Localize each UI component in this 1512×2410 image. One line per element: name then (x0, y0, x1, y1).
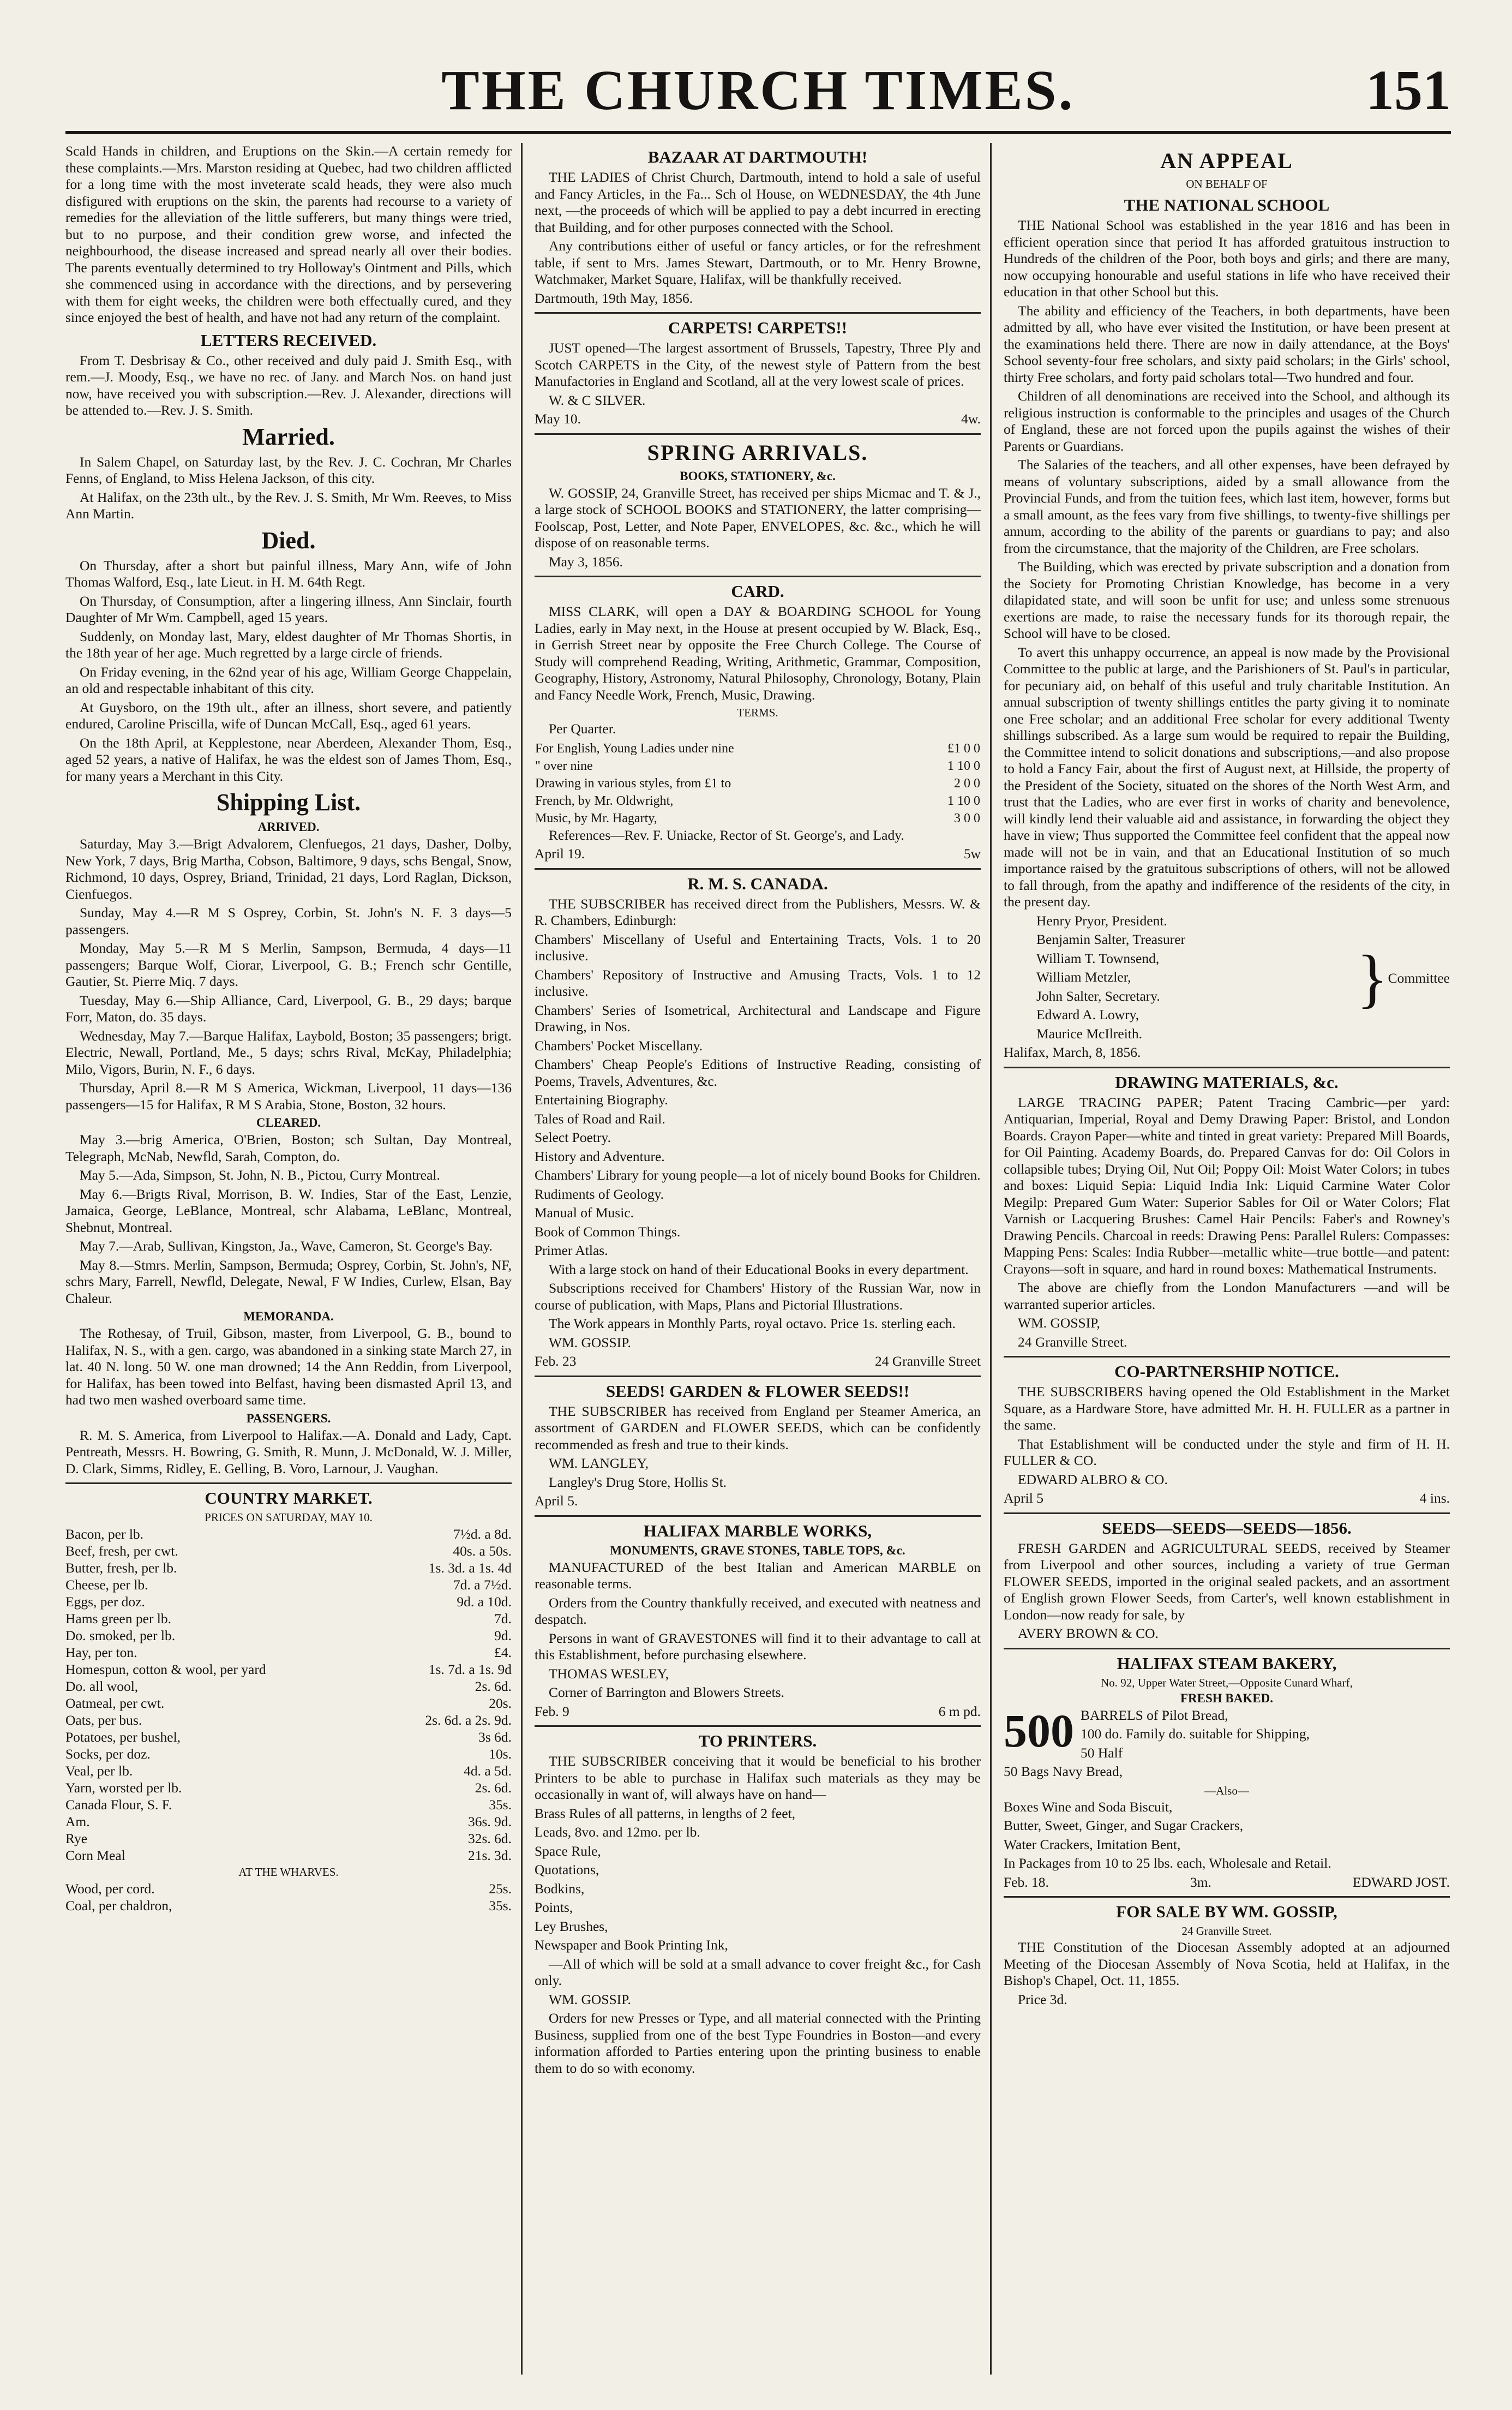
market-row-price: £4. (494, 1644, 512, 1660)
marble-heading: HALIFAX MARBLE WORKS, (643, 1521, 872, 1540)
cleared-entry: May 8.—Stmrs. Merlin, Sampson, Bermuda; Osprey, Corbin, St. John's, NF, schrs Mary, Farrell, Newfld, Delegate, Newal, F W Indies, Curlew, Elsan, Bay Chaleur. (65, 1257, 512, 1306)
copartnership-body: That Establishment will be conducted under the style and firm of H. H. FULLER & CO. (1004, 1436, 1450, 1468)
fee-row-item: For English, Young Ladies under nine (535, 741, 734, 756)
rms-intro: THE SUBSCRIBER has received direct from the Publishers, Messrs. W. & R. Chambers, Edinburgh: (535, 895, 981, 928)
market-row-item: Rye (65, 1831, 88, 1846)
drawing-body: The above are chiefly from the London Manufacturers —and will be warranted superior articles. (1004, 1279, 1450, 1312)
card-dateline (535, 846, 981, 863)
market-row-price: 9d. a 10d. (457, 1594, 512, 1610)
market-row-item: Beef, fresh, per cwt. (65, 1543, 178, 1559)
rms-book-item: Chambers' Series of Isometrical, Architectural and Landscape and Figure Drawing, in Nos. (535, 1002, 981, 1034)
died-entry: On Thursday, after a short but painful illness, Mary Ann, wife of John Thomas Walford, Esq., late Lieut. in H. M. 64th Regt. (65, 557, 512, 590)
sale-heading: FOR SALE BY WM. GOSSIP, (1116, 1902, 1337, 1921)
market-row-price: 36s. 9d. (467, 1814, 512, 1829)
separator (535, 312, 981, 314)
market-row-item: Do. smoked, per lb. (65, 1628, 176, 1643)
terms-heading: TERMS. (737, 706, 778, 719)
seeds-address: Langley's Drug Store, Hollis St. (549, 1474, 727, 1490)
bakery-line: 100 do. Family do. suitable for Shipping, (1081, 1726, 1310, 1742)
printers-item: Space Rule, (535, 1843, 601, 1859)
rms-book-item: Tales of Road and Rail. (535, 1110, 665, 1127)
market-row-price: 1s. 7d. a 1s. 9d (428, 1661, 512, 1677)
market-row-price: 21s. 3d. (467, 1847, 512, 1863)
appeal-signatories (1004, 913, 1450, 1045)
market-row-price: 10s. (489, 1746, 512, 1762)
bakery-line: 50 Half (1081, 1744, 1123, 1761)
arrived-entry: Saturday, May 3.—Brigt Advalorem, Clenfuegos, 21 days, Dasher, Dolby, New York, 7 days, Brig Martha, Cobson, Baltimore, 9 days, schs Bengal, Snow, Richmond, 10 days, Osprey, Briand, Trinidad, 21 days, Lord Raglan, Dickson, Cienfuegos. (65, 836, 512, 902)
wharves-heading: AT THE WHARVES. (238, 1865, 339, 1879)
copartnership-body: THE SUBSCRIBERS having opened the Old Establishment in the Market Square, as a Hardware Store, have admitted Mr. H. H. FULLER as a partner in the same. (1004, 1384, 1450, 1433)
rms-signature: WM. GOSSIP. (549, 1334, 631, 1350)
carpets-heading: CARPETS! CARPETS!! (668, 318, 848, 337)
fee-row (535, 792, 981, 810)
bakery-line: Butter, Sweet, Ginger, and Sugar Crackers, (1004, 1817, 1244, 1833)
wharf-row-item: Coal, per chaldron, (65, 1898, 172, 1913)
rms-body: With a large stock on hand of their Educational Books in every department. (549, 1261, 969, 1277)
rms-body: Subscriptions received for Chambers' History of the Russian War, now in course of publication, with Maps, Plans and Pictorial Illustrations. (535, 1280, 981, 1313)
market-row-item: Canada Flour, S. F. (65, 1797, 172, 1813)
column-1 (65, 143, 512, 2375)
fee-row-price: £1 0 0 (947, 741, 980, 756)
fee-row (535, 757, 981, 775)
rms-heading: R. M. S. CANADA. (687, 874, 828, 893)
masthead (65, 48, 1451, 130)
copartnership-signature: EDWARD ALBRO & CO. (1018, 1471, 1168, 1487)
died-heading: Died. (261, 527, 316, 554)
cleared-entry: May 7.—Arab, Sullivan, Kingston, Ja., Wave, Cameron, St. George's Bay. (80, 1238, 493, 1254)
separator (535, 868, 981, 870)
market-row-item: Oats, per bus. (65, 1712, 142, 1728)
market-row-price: 9d. (494, 1628, 512, 1643)
wharf-row-item: Wood, per cord. (65, 1881, 155, 1897)
market-row (65, 1644, 512, 1661)
wharf-row (65, 1880, 512, 1897)
married-heading: Married. (242, 423, 335, 450)
card-body: MISS CLARK, will open a DAY & BOARDING SCHOOL for Young Ladies, early in May next, in the House at present occupied by W. Black, Esq., in Gerrish Street near by opposite the Free Church College. The Course of Study will comprehend Reading, Writing, Arithmetic, Grammar, Composition, Geography, History, Astronomy, Natural Philosophy, Chronology, Botany, Plain and Fancy Needle Work, French, Music, Drawing. (535, 603, 981, 703)
bazaar-body: Any contributions either of useful or fancy articles, or for the refreshment table, if sent to Mrs. James Stewart, Dartmouth, or to Mr. Henry Browne, Watchmaker, Market Square, Halifax, will be thankfully received. (535, 238, 981, 287)
wharf-row-price: 25s. (489, 1881, 512, 1897)
market-row-item: Bacon, per lb. (65, 1526, 144, 1542)
committee-label: Committee (1388, 970, 1450, 986)
market-row-price: 40s. a 50s. (453, 1543, 512, 1559)
bazaar-body: THE LADIES of Christ Church, Dartmouth, intend to hold a sale of useful and Fancy Articles, in the Fa... Sch ol House, on WEDNESDAY, the 4th June next, —the proceeds of which will be applied to pay a debt incurred in erecting that Building, and for other purposes connected with the School. (535, 169, 981, 235)
marble-date: Feb. 9 (535, 1703, 569, 1719)
sale-price: Price 3d. (1018, 1991, 1067, 2007)
seeds-1856-heading: SEEDS—SEEDS—SEEDS—1856. (1102, 1518, 1352, 1538)
separator (65, 1482, 512, 1484)
market-row-item: Butter, fresh, per lb. (65, 1560, 177, 1576)
rms-dateline (535, 1353, 981, 1370)
fee-row-price: 1 10 0 (947, 793, 980, 808)
committee-brace: } (1357, 942, 1388, 1015)
seeds-1856-signature: AVERY BROWN & CO. (1018, 1625, 1159, 1641)
bakery-line: In Packages from 10 to 25 lbs. each, Wholesale and Retail. (1004, 1855, 1331, 1871)
market-row (65, 1762, 512, 1779)
fee-row-item: Drawing in various styles, from £1 to (535, 776, 731, 791)
market-row-item: Socks, per doz. (65, 1746, 151, 1762)
marble-signature: THOMAS WESLEY, (549, 1665, 669, 1682)
bakery-date: Feb. 18. (1004, 1874, 1049, 1890)
separator (1004, 1896, 1450, 1898)
died-entry: On Friday evening, in the 62nd year of his age, William George Chappelain, an old and respectable inhabitant of this city. (65, 663, 512, 696)
market-row-item: Hams green per lb. (65, 1611, 172, 1626)
copartnership-heading: CO-PARTNERSHIP NOTICE. (1114, 1362, 1339, 1381)
bakery-quantity: 500 (1004, 1704, 1074, 1757)
market-row-item: Veal, per lb. (65, 1763, 133, 1779)
arrived-entry: Thursday, April 8.—R M S America, Wickman, Liverpool, 11 days—136 passengers—15 for Halifax, R M S Arabia, Stone, Boston, 32 hours. (65, 1080, 512, 1113)
column-divider (990, 143, 992, 2375)
committee-member: William Metzler, (1036, 969, 1131, 985)
terms-table (535, 740, 981, 827)
page-number: 151 (1366, 59, 1451, 122)
market-row (65, 1813, 512, 1830)
bakery-lines-2 (1004, 1799, 1450, 1872)
market-row (65, 1661, 512, 1678)
sale-body: THE Constitution of the Diocesan Assembly adopted at an adjourned Meeting of the Diocesan Assembly of Nova Scotia, held at Halifax, in the Bishop's Chapel, Oct. 11, 1855. (1004, 1939, 1450, 1988)
appeal-paragraph: The ability and efficiency of the Teachers, in both departments, have been admitted by all, who have ever visited the Institution, or have been present at the examinations held there. There are now in daily attendance, at the Boys' School seventy-four free scholars, and sixty paid scholars; in the Girls' school, thirty Free scholars, and forty paid scholars total—Two hundred and four. (1004, 302, 1450, 385)
printers-signature: WM. GOSSIP. (549, 1991, 631, 2007)
appeal-paragraph: To avert this unhappy occurrence, an appeal is now made by the Provisional Committee to the public at large, and the Parishioners of St. Paul's in particular, for pecuniary aid, on behalf of this useful and truly charitable Institution. An annual subscription of twenty shillings entitles the party giving it to nominate one Free scholar; and an additional Free scholar for every additional Twenty shillings subscribed. As a large sum would be required to repair the Building, the Committee intend to solicit donations and subscriptions,—and also propose to hold a Fancy Fair, about the first of August next, at Hillside, the property of the President of the Society, situated on the shores of the North West Arm, and trust that the Ladies, who are ever first in works of charity and benevolence, will kindly lend their valuable aid and assistance, in forwarding the object they have in view; Thus supported the Committee feel confident that the appeal now made will not be in vain, and that an Educational Institution of so much importance raised by the gratuitous subscriptions of others, will not be allowed to fall through, from the apathy and indifference of the residents of the city, in the present day. (1004, 644, 1450, 910)
printers-item: Bodkins, (535, 1880, 585, 1897)
appeal-paragraph: The Salaries of the teachers, and all other expenses, have been defrayed by means of voluntary subscriptions, aided by a small allowance from the Provincial Funds, and from the tuition fees, which last item, however, forms but a small amount, as the fees vary from five shillings, to twenty-five shillings per annum, according to the ability of the parents or guardians to pay; and also from the circumstance, that the majority of the Children, are Free scholars. (1004, 457, 1450, 556)
drawing-heading: DRAWING MATERIALS, &c. (1115, 1072, 1339, 1092)
rms-date: Feb. 23 (535, 1353, 577, 1369)
newspaper-title: THE CHURCH TIMES. (441, 59, 1075, 122)
market-row-price: 7d. a 7½d. (453, 1577, 512, 1593)
marble-subheading: MONUMENTS, GRAVE STONES, TABLE TOPS, &c. (610, 1543, 905, 1557)
market-row-item: Homespun, cotton & wool, per yard (65, 1661, 266, 1677)
separator (1004, 1648, 1450, 1649)
rms-book-item: Book of Common Things. (535, 1223, 681, 1240)
carpets-dateline (535, 411, 981, 428)
printers-list (535, 1805, 981, 1954)
market-row (65, 1830, 512, 1847)
printers-item: Points, (535, 1899, 573, 1915)
column-3 (1004, 143, 1450, 2375)
market-row-price: 1s. 3d. a 1s. 4d (428, 1560, 512, 1576)
rms-book-item: Chambers' Pocket Miscellany. (535, 1037, 703, 1054)
market-row (65, 1678, 512, 1695)
spring-body: W. GOSSIP, 24, Granville Street, has received per ships Micmac and T. & J., a large stock of SCHOOL BOOKS and STATIONERY, the latter comprising—Foolscap, Post, Letter, and Note Paper, ENVELOPES, &c. &c., which he will dispose of on reasonable terms. (535, 485, 981, 551)
terms-column-label: Per Quarter. (549, 721, 616, 737)
copartnership-date: April 5 (1004, 1490, 1043, 1506)
fee-row-price: 3 0 0 (954, 811, 980, 826)
carpets-signature: W. & C SILVER. (549, 392, 646, 408)
cleared-heading: CLEARED. (256, 1116, 321, 1129)
card-references: References—Rev. F. Uniacke, Rector of St. George's, and Lady. (549, 827, 904, 843)
cleared-entry: May 6.—Brigts Rival, Morrison, B. W. Indies, Star of the East, Lenzie, Jamaica, George, LeBlance, Montreal, schr Alabama, LeBlanc, Montreal, Shebnut, Montreal. (65, 1186, 512, 1235)
market-row-price: 32s. 6d. (467, 1831, 512, 1846)
married-entry: In Salem Chapel, on Saturday last, by the Rev. J. C. Cochran, Mr Charles Fenns, of England, to Miss Helena Jackson, of this city. (65, 453, 512, 486)
printers-item: Ley Brushes, (535, 1918, 608, 1934)
appeal-name-list (1004, 913, 1357, 1045)
holloway-notice: Scald Hands in children, and Eruptions on the Skin.—A certain remedy for these complaints.—Mrs. Marston residing at Quebec, had two children afflicted for a long time with the most inveterate scald heads, they were also much disfigured with eruptions on the skin, the parents had recourse to a variety of remedies for the alleviation of the little sufferers, but many things were tried, but to no purpose, and their condition grew worse, and infected the neighbourhood, the disease increased and spread nearly all over their bodies. The parents eventually determined to try Holloway's Ointment and Pills, which she commenced using in accordance with the directions, and by persevering with them for eight weeks, the children were both effectually cured, and they since enjoyed the best of health, and have not had any return of the complaint. (65, 143, 512, 325)
bakery-term: 3m. (1190, 1874, 1211, 1890)
bakery-heading: HALIFAX STEAM BAKERY, (1117, 1653, 1337, 1673)
drawing-address: 24 Granville Street. (1018, 1333, 1127, 1350)
rms-book-list (535, 931, 981, 1259)
rms-book-item: Chambers' Cheap People's Editions of Instructive Reading, consisting of Poems, Travels, Adventures, &c. (535, 1056, 981, 1089)
market-row (65, 1559, 512, 1576)
market-row (65, 1745, 512, 1762)
rms-book-item: Entertaining Biography. (535, 1092, 668, 1108)
wharf-row-price: 35s. (489, 1898, 512, 1913)
appeal-date: Halifax, March, 8, 1856. (1004, 1044, 1141, 1060)
appeal-paragraph: THE National School was established in the year 1816 and has been in efficient operation since that period It has afforded gratuitous instruction to Hundreds of the children of the Poor, both boys and girls; and there are many, now occupying honourable and useful stations in life who have received their education in that other School but this. (1004, 217, 1450, 300)
market-row-price: 35s. (489, 1797, 512, 1813)
bazaar-date: Dartmouth, 19th May, 1856. (535, 290, 693, 306)
market-row-item: Am. (65, 1814, 90, 1829)
bakery-subheading: FRESH BAKED. (1180, 1691, 1273, 1705)
market-row (65, 1627, 512, 1644)
sale-subheading: 24 Granville Street. (1181, 1924, 1272, 1937)
market-row-item: Corn Meal (65, 1847, 125, 1863)
card-date: April 19. (535, 846, 585, 862)
market-row-item: Yarn, worsted per lb. (65, 1780, 182, 1796)
printers-body: Orders for new Presses or Type, and all material connected with the Printing Business, supplied from one of the best Type Foundries in Boston—and every information afforded to Parties entering upon the printing business to enable them to do so with economy. (535, 2010, 981, 2076)
fee-row (535, 775, 981, 792)
committee-member: William T. Townsend, (1036, 950, 1160, 966)
died-entry: On the 18th April, at Kepplestone, near Aberdeen, Alexander Thom, Esq., aged 52 years, a native of Halifax, he was the eldest son of James Thom, Esq., for many years a Merchant in this City. (65, 734, 512, 784)
drawing-body: LARGE TRACING PAPER; Patent Tracing Cambric—per yard: Antiquarian, Imperial, Royal and Demy Drawing Paper: Bristol, and London Boards. Crayon Paper—white and tinted in great variety: Prepared Mill Boards, for Oil Painting. Academy Boards, do. Prepared Canvas for do: Oil Colors in collapsible tubes; Drying Oil, Nut Oil; Poppy Oil: Moist Water Colors; in tubes and boxes: Liquid Sepia: Liquid India Ink: Liquid Carmine Water Color Megilp: Prepared Gum Water: Superior Sables for Oil or Water Colors; Flat Varnish or Lacquering Brushes: Camel Hair Pencils: Faber's and Rowney's Drawing Pencils. Charcoal in reeds: Drawing Pens: Parallel Rulers: Compasses: Mapping Pens: Scales: India Rubber—metallic white—true bottle—and patent: Crayons—soft in square, and hard in round boxes: Mathematical Instruments. (1004, 1094, 1450, 1277)
bakery-line: 50 Bags Navy Bread, (1004, 1763, 1123, 1779)
committee-member: Maurice McIlreith. (1036, 1025, 1143, 1042)
arrived-entry: Sunday, May 4.—R M S Osprey, Corbin, St. John's N. F. 3 days—5 passengers. (65, 905, 512, 937)
separator (535, 433, 981, 435)
market-row (65, 1593, 512, 1610)
letters-body: From T. Desbrisay & Co., other received and duly paid J. Smith Esq., with rem.—J. Moody, Esq., we have no rec. of Jany. and March Nos. on hand just now, have received you with subscription.—Rev. J. Alexander, directions will be attended to.—Rev. J. S. Smith. (65, 352, 512, 418)
separator (535, 1515, 981, 1517)
committee-member: John Salter, Secretary. (1036, 988, 1160, 1004)
market-row-item: Oatmeal, per cwt. (65, 1695, 165, 1711)
fee-row-item: Music, by Mr. Hagarty, (535, 811, 657, 826)
market-row-price: 7½d. a 8d. (453, 1526, 512, 1542)
market-row-item: Cheese, per lb. (65, 1577, 148, 1593)
marble-term: 6 m pd. (938, 1703, 981, 1719)
copartnership-dateline (1004, 1490, 1450, 1507)
market-row-price: 2s. 6d. (475, 1678, 512, 1694)
printers-body: —All of which will be sold at a small advance to cover freight &c., for Cash only. (535, 1955, 981, 1988)
bakery-line: Water Crackers, Imitation Bent, (1004, 1836, 1181, 1852)
bakery-line: Boxes Wine and Soda Biscuit, (1004, 1798, 1173, 1815)
appeal-subheading: THE NATIONAL SCHOOL (1124, 195, 1330, 214)
market-row-price: 20s. (489, 1695, 512, 1711)
market-row-price: 2s. 6d. (475, 1780, 512, 1796)
separator (1004, 1512, 1450, 1514)
bakery-address: No. 92, Upper Water Street,—Opposite Cunard Wharf, (1101, 1676, 1353, 1689)
rms-book-item: Primer Atlas. (535, 1242, 608, 1258)
market-subheading: PRICES ON SATURDAY, MAY 10. (205, 1511, 373, 1524)
bazaar-heading: BAZAAR AT DARTMOUTH! (647, 147, 868, 166)
wharves-table (65, 1880, 512, 1914)
wharf-row (65, 1897, 512, 1914)
rms-book-item: Chambers' Repository of Instructive and Amusing Tracts, Vols. 1 to 12 inclusive. (535, 966, 981, 999)
memoranda-body: The Rothesay, of Truil, Gibson, master, from Liverpool, G. B., bound to Halifax, N. S., with a gen. cargo, was abandoned in a sinking state March 27, in lat. 40 N. long. 50 W. one man drowned; 14 the Ann Reddin, from Liverpool, for Halifax, has been towed into Belfast, having been dismasted April 13, and had two men washed overboard same time. (65, 1325, 512, 1408)
market-row (65, 1610, 512, 1627)
letters-heading: LETTERS RECEIVED. (200, 330, 377, 350)
card-term: 5w (963, 846, 981, 862)
arrived-entry: Wednesday, May 7.—Barque Halifax, Laybold, Boston; 35 passengers; brigt. Electric, Newall, Portland, Me., 5 days; schrs Rival, McKay, Philadelphia; Milo, Vigors, Burin, N. F., 6 days. (65, 1027, 512, 1077)
marble-body: MANUFACTURED of the best Italian and American MARBLE on reasonable terms. (535, 1559, 981, 1592)
seeds-1856-body: FRESH GARDEN and AGRICULTURAL SEEDS, received by Steamer from Liverpool and other sources, including a variety of true German FLOWER SEEDS, imported in the original sealed packets, and an assortment of English grown Flower Seeds, from Carter's, well known establishment in London—now ready for sale, by (1004, 1540, 1450, 1623)
marble-body: Persons in want of GRAVESTONES will find it to their advantage to call at this Establishment, before purchasing elsewhere. (535, 1630, 981, 1663)
market-table (65, 1526, 512, 1864)
market-row (65, 1576, 512, 1593)
carpets-body: JUST opened—The largest assortment of Brussels, Tapestry, Three Ply and Scotch CARPETS in the City, of the newest style of Pattern from the best Manufactories in England and Scotland, all at the very lowest scale of prices. (535, 340, 981, 389)
market-row (65, 1526, 512, 1542)
arrived-entry: Monday, May 5.—R M S Merlin, Sampson, Bermuda, 4 days—11 passengers; Barque Wolf, Ciorar, Liverpool, G. B.; French schr Gentille, Gautier, St. Pierre Miq. 7 days. (65, 940, 512, 989)
column-2 (535, 143, 981, 2375)
printers-item: Leads, 8vo. and 12mo. per lb. (535, 1824, 700, 1840)
passengers-heading: PASSENGERS. (246, 1411, 331, 1425)
rms-book-item: History and Adventure. (535, 1148, 665, 1164)
shipping-heading: Shipping List. (216, 789, 361, 816)
fee-row-item: French, by Mr. Oldwright, (535, 793, 674, 808)
fee-row-item: " over nine (535, 758, 593, 773)
fee-row (535, 740, 981, 757)
memoranda-heading: MEMORANDA. (243, 1309, 334, 1323)
married-entry: At Halifax, on the 23th ult., by the Rev. J. S. Smith, Mr Wm. Reeves, to Miss Ann Martin. (65, 489, 512, 522)
fee-row (535, 810, 981, 827)
printers-item: Brass Rules of all patterns, in lengths of 2 feet, (535, 1805, 796, 1821)
marble-body: Orders from the Country thankfully received, and executed with neatness and despatch. (535, 1594, 981, 1627)
marble-address: Corner of Barrington and Blowers Streets. (549, 1684, 784, 1700)
died-entry: On Thursday, of Consumption, after a lingering illness, Ann Sinclair, fourth Daughter of Mr Wm. Campbell, aged 15 years. (65, 593, 512, 625)
bakery-dateline (1004, 1874, 1450, 1891)
market-row-price: 2s. 6d. a 2s. 9d. (425, 1712, 512, 1728)
market-row-price: 3s 6d. (478, 1729, 512, 1745)
spring-subheading: BOOKS, STATIONERY, &c. (680, 469, 836, 483)
market-row (65, 1779, 512, 1796)
appeal-paragraph: The Building, which was erected by private subscription and a donation from the Society for Promoting Christian Knowledge, has become in a very dilapidated state, and will soon be unfit for use; and unless some strenuous exertions are made, to raise the necessary funds for its thorough repair, the School will have to be closed. (1004, 559, 1450, 641)
market-row (65, 1847, 512, 1864)
bakery-also: —Also— (1204, 1784, 1249, 1797)
committee-member: Henry Pryor, President. (1036, 912, 1167, 929)
arrived-heading: ARRIVED. (257, 820, 320, 834)
market-row (65, 1796, 512, 1813)
separator (1004, 1067, 1450, 1068)
market-row (65, 1695, 512, 1712)
appeal-subheading: ON BEHALF OF (1186, 177, 1268, 190)
fee-row-price: 2 0 0 (954, 776, 980, 791)
marble-dateline (535, 1703, 981, 1720)
market-row-item: Hay, per ton. (65, 1644, 137, 1660)
drawing-signature: WM. GOSSIP, (1018, 1315, 1100, 1331)
card-heading: CARD. (731, 582, 784, 601)
committee-member: Edward A. Lowry, (1036, 1007, 1139, 1022)
committee-member: Benjamin Salter, Treasurer (1036, 931, 1186, 947)
separator (535, 1376, 981, 1377)
bakery-line: BARRELS of Pilot Bread, (1081, 1707, 1228, 1723)
separator (535, 1725, 981, 1727)
market-row (65, 1729, 512, 1745)
market-row (65, 1712, 512, 1729)
rms-address: 24 Granville Street (874, 1353, 981, 1369)
cleared-entry: May 3.—brig America, O'Brien, Boston; sch Sultan, Day Montreal, Telegraph, McNab, Newfld, Sarah, Compton, do. (65, 1132, 512, 1164)
seeds-signature: WM. LANGLEY, (549, 1455, 649, 1471)
bakery-signature: EDWARD JOST. (1352, 1874, 1450, 1890)
passengers-body: R. M. S. America, from Liverpool to Halifax.—A. Donald and Lady, Capt. Pentreath, Messrs. H. Bowring, G. Smith, R. Munn, J. McDonald, W. J. Miller, D. Clark, Simms, Ridley, E. Gelling, B. Voro, Larnour, J. Vaughan. (65, 1427, 512, 1476)
rms-book-item: Rudiments of Geology. (535, 1186, 664, 1202)
rms-book-item: Chambers' Library for young people—a lot of nicely bound Books for Children. (535, 1167, 981, 1183)
died-entry: Suddenly, on Monday last, Mary, eldest daughter of Mr Thomas Shortis, in the 18th year of her age. Much regretted by a large circle of friends. (65, 628, 512, 661)
market-row-price: 4d. a 5d. (464, 1763, 512, 1779)
appeal-heading: AN APPEAL (1160, 148, 1293, 173)
died-entry: At Guysboro, on the 19th ult., after an illness, short severe, and patiently endured, Caroline Priscilla, wife of Duncan McCall, Esq., aged 61 years. (65, 699, 512, 732)
printers-item: Newspaper and Book Printing Ink, (535, 1937, 728, 1953)
market-row-item: Do. all wool, (65, 1678, 139, 1694)
market-row-item: Potatoes, per bushel, (65, 1729, 181, 1745)
separator (535, 576, 981, 577)
separator (1004, 1356, 1450, 1358)
column-divider (521, 143, 523, 2375)
rms-book-item: Chambers' Miscellany of Useful and Entertaining Tracts, Vols. 1 to 20 inclusive. (535, 931, 981, 964)
fee-row-price: 1 10 0 (947, 758, 980, 773)
spring-heading: SPRING ARRIVALS. (647, 440, 868, 465)
spring-date: May 3, 1856. (549, 553, 623, 570)
cleared-entry: May 5.—Ada, Simpson, St. John, N. B., Pictou, Curry Montreal. (80, 1167, 440, 1183)
market-row (65, 1542, 512, 1559)
copartnership-term: 4 ins. (1419, 1490, 1450, 1506)
printers-heading: TO PRINTERS. (698, 1731, 817, 1750)
seeds-heading: SEEDS! GARDEN & FLOWER SEEDS!! (605, 1381, 910, 1401)
carpets-date: May 10. (535, 411, 581, 427)
rms-book-item: Manual of Music. (535, 1205, 634, 1221)
carpets-term: 4w. (961, 411, 981, 427)
rms-body: The Work appears in Monthly Parts, royal octavo. Price 1s. sterling each. (549, 1315, 956, 1331)
printers-body: THE SUBSCRIBER conceiving that it would be beneficial to his brother Printers to be able to purchase in Halifax such materials as they may be occasionally in want of, will always have on hand— (535, 1753, 981, 1802)
market-heading: COUNTRY MARKET. (205, 1488, 373, 1508)
seeds-body: THE SUBSCRIBER has received from England per Steamer America, an assortment of GARDEN and FLOWER SEEDS, which can be confidently recommended as fresh and true to their kinds. (535, 1403, 981, 1452)
arrived-entry: Tuesday, May 6.—Ship Alliance, Card, Liverpool, G. B., 29 days; barque Forr, Maton, do. 35 days. (65, 992, 512, 1025)
market-row-price: 7d. (494, 1611, 512, 1626)
bakery-stock (1004, 1704, 1450, 1780)
rms-book-item: Select Poetry. (535, 1129, 611, 1145)
masthead-rule (65, 131, 1451, 134)
printers-item: Quotations, (535, 1862, 599, 1877)
appeal-paragraph: Children of all denominations are received into the School, and although its religious instruction is conformable to the principles and usages of the Church of England, these are not forced upon the pupils against the wishes of their Parents or Guardians. (1004, 388, 1450, 454)
market-row-item: Eggs, per doz. (65, 1594, 145, 1610)
seeds-date: April 5. (535, 1493, 578, 1509)
